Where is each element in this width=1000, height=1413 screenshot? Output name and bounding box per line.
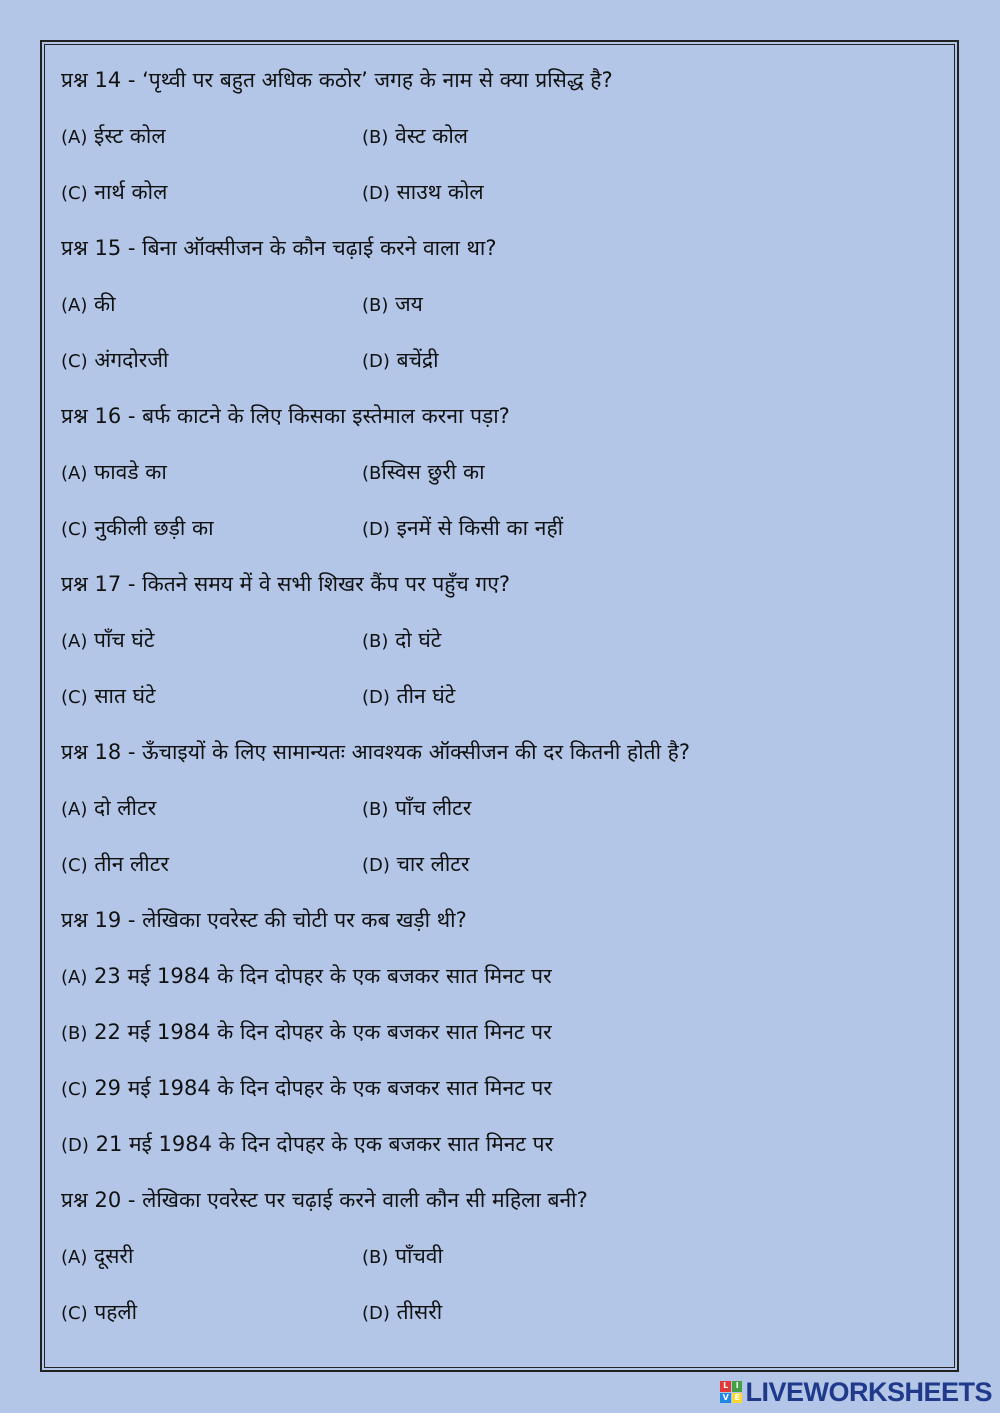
options-row <box>61 335 941 391</box>
question-label: प्रश्न 18 - <box>61 740 143 764</box>
option-d[interactable]: (D) तीसरी <box>362 1300 443 1324</box>
question-text: लेखिका एवरेस्ट पर चढ़ाई करने वाली कौन सी महिला बनी? <box>142 1188 588 1212</box>
option-a[interactable]: (A) की <box>61 292 116 316</box>
option-b[interactable]: (B) वेस्ट कोल <box>362 124 469 148</box>
question-label: प्रश्न 20 - <box>61 1188 143 1212</box>
options-row <box>61 503 941 559</box>
question-text: बर्फ काटने के लिए किसका इस्तेमाल करना पड़ा? <box>142 404 510 428</box>
options-row <box>61 447 941 503</box>
option-a[interactable]: (A) फावडे का <box>61 460 167 484</box>
option-a[interactable]: (A) 23 मई 1984 के दिन दोपहर के एक बजकर सात मिनट पर <box>61 964 552 988</box>
option-b[interactable]: (B) दो घंटे <box>362 628 442 652</box>
option-c[interactable]: (C) नार्थ कोल <box>61 180 168 204</box>
options-row <box>61 167 941 223</box>
badge-letter: I <box>732 1381 743 1392</box>
option-d[interactable]: (D) साउथ कोल <box>362 180 484 204</box>
option-d[interactable]: (D) चार लीटर <box>362 852 470 876</box>
question-17 <box>61 559 941 615</box>
options-row <box>61 111 941 167</box>
option-a[interactable]: (A) दूसरी <box>61 1244 134 1268</box>
options-row <box>61 671 941 727</box>
question-19 <box>61 895 941 951</box>
option-c[interactable]: (C) पहली <box>61 1300 138 1324</box>
live-badge-icon <box>720 1381 742 1403</box>
option-d[interactable]: (D) इनमें से किसी का नहीं <box>362 516 564 540</box>
worksheet-content <box>61 55 941 1343</box>
question-text: लेखिका एवरेस्ट की चोटी पर कब खड़ी थी? <box>142 908 467 932</box>
logo-text: LIVEWORKSHEETS <box>745 1376 992 1407</box>
options-row <box>61 1231 941 1287</box>
badge-letter: E <box>732 1393 743 1404</box>
question-label: प्रश्न 15 - <box>61 236 143 260</box>
option-c[interactable]: (C) तीन लीटर <box>61 852 169 876</box>
option-c[interactable]: (C) सात घंटे <box>61 684 156 708</box>
question-label: प्रश्न 14 - <box>61 68 143 92</box>
options-row <box>61 1287 941 1343</box>
question-text: ‘पृथ्वी पर बहुत अधिक कठोर’ जगह के नाम से क्या प्रसिद्ध है? <box>142 68 613 92</box>
option-a[interactable]: (A) ईस्ट कोल <box>61 124 166 148</box>
question-text: ऊँचाइयों के लिए सामान्यतः आवश्यक ऑक्सीजन की दर कितनी होती है? <box>142 740 690 764</box>
option-b[interactable]: (B) जय <box>362 292 423 316</box>
option-a[interactable]: (A) पाँच घंटे <box>61 628 155 652</box>
options-row <box>61 783 941 839</box>
option-b[interactable]: (B) 22 मई 1984 के दिन दोपहर के एक बजकर सात मिनट पर <box>61 1020 552 1044</box>
question-label: प्रश्न 17 - <box>61 572 143 596</box>
badge-letter: L <box>720 1381 731 1392</box>
option-a[interactable]: (A) दो लीटर <box>61 796 157 820</box>
options-row <box>61 279 941 335</box>
question-text: कितने समय में वे सभी शिखर कैंप पर पहुँच गए? <box>142 572 511 596</box>
option-b[interactable]: (B) पाँच लीटर <box>362 796 472 820</box>
option-b[interactable]: (B) पाँचवी <box>362 1244 443 1268</box>
options-row <box>61 839 941 895</box>
option-b[interactable]: (Bस्विस छुरी का <box>362 460 485 484</box>
option-d[interactable]: (D) बचेंद्री <box>362 348 439 372</box>
question-18 <box>61 727 941 783</box>
liveworksheets-logo[interactable] <box>720 1377 992 1407</box>
options-row <box>61 615 941 671</box>
question-14 <box>61 55 941 111</box>
question-label: प्रश्न 19 - <box>61 908 143 932</box>
option-c[interactable]: (C) अंगदोरजी <box>61 348 169 372</box>
question-16 <box>61 391 941 447</box>
question-15 <box>61 223 941 279</box>
option-d[interactable]: (D) 21 मई 1984 के दिन दोपहर के एक बजकर सात मिनट पर <box>61 1132 554 1156</box>
badge-letter: V <box>720 1393 731 1404</box>
question-label: प्रश्न 16 - <box>61 404 143 428</box>
option-c[interactable]: (C) नुकीली छड़ी का <box>61 516 214 540</box>
question-20 <box>61 1175 941 1231</box>
option-c[interactable]: (C) 29 मई 1984 के दिन दोपहर के एक बजकर सात मिनट पर <box>61 1076 552 1100</box>
question-text: बिना ऑक्सीजन के कौन चढ़ाई करने वाला था? <box>142 236 497 260</box>
option-d[interactable]: (D) तीन घंटे <box>362 684 456 708</box>
